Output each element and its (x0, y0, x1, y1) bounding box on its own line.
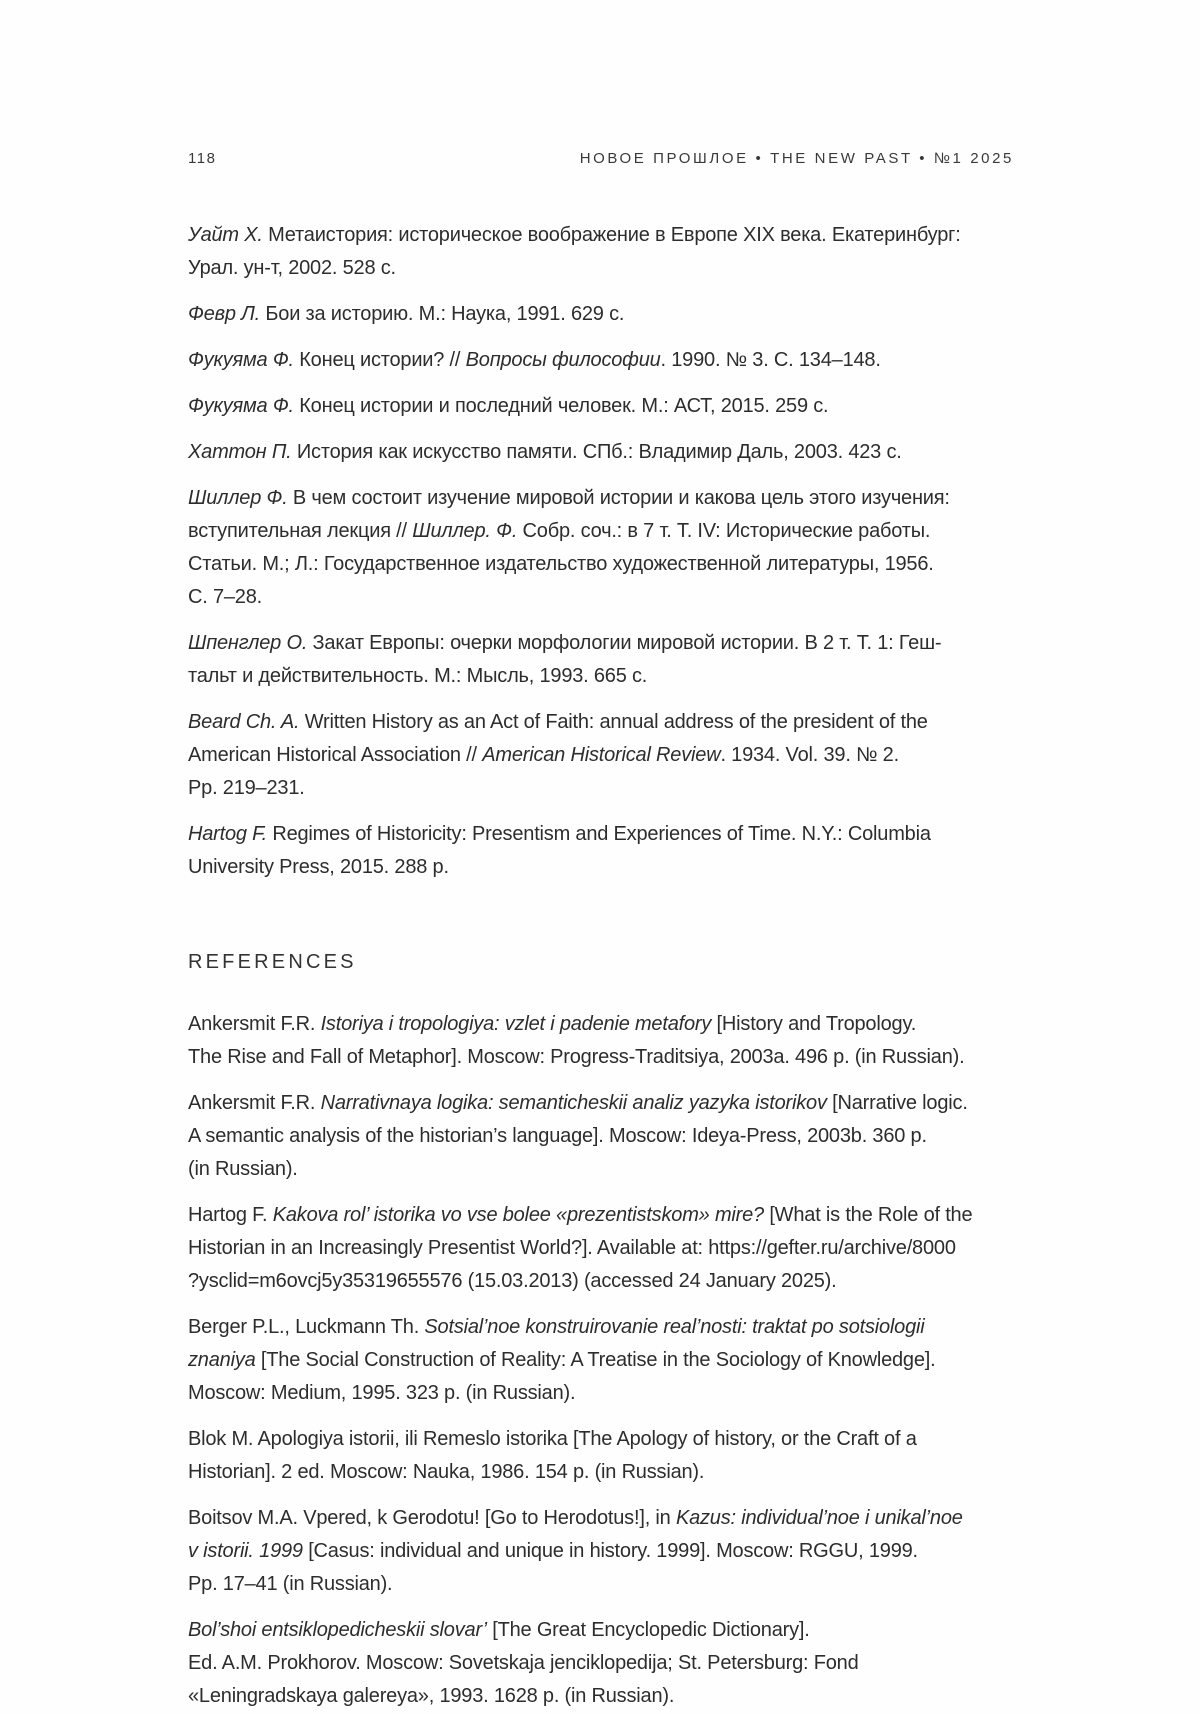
entry-italic-segment: Вопросы философии (465, 349, 661, 371)
reference-entry (188, 1502, 1118, 1601)
entry-italic-segment: Шпенглер О. (188, 632, 308, 654)
entry-italic-segment: Kakova rol’ istorika vo vse bolee «prezentistskom» mire? (272, 1204, 764, 1226)
bibliography-list (188, 219, 1118, 884)
entry-text-segment: История как искусство памяти. СПб.: Владимир Даль, 2003. 423 с. (291, 441, 902, 463)
entry-italic-segment: Hartog F. (188, 823, 267, 845)
entry-text-segment: [History and Tropology. The Rise and Fall of Metaphor]. Moscow: Progress-Traditsiya, 2003a. 496 p. (in Russian). (188, 1013, 965, 1068)
entry-text-segment: Regimes of Historicity: Presentism and Experiences of Time. N.Y.: Columbia University Press, 2015. 288 p. (188, 823, 931, 878)
reference-entry (188, 706, 1118, 805)
journal-title: НОВОЕ ПРОШЛОЕ • THE NEW PAST • №1 2025 (579, 150, 1014, 167)
entry-italic-segment: Хаттон П. (188, 441, 292, 463)
references-heading: REFERENCES (188, 951, 357, 973)
reference-entry (188, 1199, 1118, 1298)
reference-entry (188, 298, 1118, 331)
entry-text-segment: Собр. соч.: в 7 т. Т. IV: Исторические работы. Статьи. М.; Л.: Государственное издательство художественной литературы, 1956. С. 7–28. (188, 520, 934, 608)
entry-text-segment: [Narrative logic. A semantic analysis of the historian’s language]. Moscow: Ideya-Press, 2003b. 360 p. (in Russian). (188, 1092, 968, 1180)
running-header (188, 150, 1014, 167)
page-number: 118 (188, 150, 217, 167)
entry-text-segment: Blok M. Apologiya istorii, ili Remeslo istorika [The Apology of history, or the Craft of a Historian]. 2 ed. Moscow: Nauka, 1986. 154 p. (in Russian). (188, 1428, 917, 1483)
entry-text-segment: Berger P.L., Luckmann Th. (188, 1316, 425, 1338)
reference-entry (188, 436, 1118, 469)
entry-text-segment: Ankersmit F.R. (188, 1013, 321, 1035)
reference-entry (188, 1614, 1118, 1713)
entry-text-segment: . 1934. Vol. 39. № 2. Pp. 219–231. (188, 744, 899, 799)
entry-italic-segment: Bol’shoi entsiklopedicheskii slovar’ (188, 1619, 487, 1641)
reference-entry (188, 1087, 1118, 1186)
entry-text-segment: Written History as an Act of Faith: annual address of the president of the American Historical Association // (188, 711, 928, 766)
reference-entry (188, 1311, 1118, 1410)
entry-text-segment: Бои за историю. М.: Наука, 1991. 629 с. (260, 303, 625, 325)
entry-italic-segment: Kazus: individual’noe i unikal’noe v istorii. 1999 (188, 1507, 963, 1562)
entry-text-segment: [Casus: individual and unique in history. 1999]. Moscow: RGGU, 1999. Pp. 17–41 (in Russian). (188, 1540, 918, 1595)
entry-text-segment: Закат Европы: очерки морфологии мировой истории. В 2 т. Т. 1: Геш- тальт и действительность. М.: Мысль, 1993. 665 с. (188, 632, 942, 687)
entry-italic-segment: American Historical Review (482, 744, 721, 766)
entry-italic-segment: Шиллер Ф. (188, 487, 288, 509)
entry-italic-segment: Шиллер. Ф. (412, 520, 518, 542)
entry-text-segment: [The Social Construction of Reality: A Treatise in the Sociology of Knowledge]. Moscow: Medium, 1995. 323 p. (in Russian). (188, 1349, 936, 1404)
entry-text-segment: Ankersmit F.R. (188, 1092, 321, 1114)
entry-italic-segment: Уайт Х. (188, 224, 263, 246)
entry-text-segment: . 1990. № 3. С. 134–148. (660, 349, 881, 371)
entry-text-segment: Hartog F. (188, 1204, 273, 1226)
entry-text-segment: Метаистория: историческое воображение в Европе XIX века. Екатеринбург: Урал. ун-т, 2002. 528 с. (188, 224, 961, 279)
entry-text-segment: Конец истории и последний человек. М.: АСТ, 2015. 259 с. (293, 395, 829, 417)
reference-entry (188, 344, 1118, 377)
entry-italic-segment: Narrativnaya logika: semanticheskii analiz yazyka istorikov (320, 1092, 827, 1114)
reference-entry (188, 818, 1118, 884)
entry-text-segment: Boitsov M.A. Vpered, k Gerodotu! [Go to Herodotus!], in (188, 1507, 676, 1529)
references-list (188, 1008, 1118, 1713)
entry-text-segment: Конец истории? // (293, 349, 466, 371)
reference-entry (188, 1423, 1118, 1489)
entry-text-segment: [The Great Encyclopedic Dictionary]. Ed. A.M. Prokhorov. Moscow: Sovetskaja jenciklopedija; St. Petersburg: Fond «Leningradskaya galereya», 1993. 1628 p. (in Russian). (188, 1619, 859, 1707)
entry-italic-segment: Istoriya i tropologiya: vzlet i padenie metafory (320, 1013, 712, 1035)
entry-text-segment: [What is the Role of the Historian in an Increasingly Presentist World?]. Available at: https://gefter.ru/archive/8000 ?ysclid=m6ovcj5y35319655576 (15.03.2013) (accessed 24 January 2025). (188, 1204, 973, 1292)
reference-entry (188, 390, 1118, 423)
bibliography-content (188, 219, 1118, 1714)
entry-italic-segment: Sotsial’noe konstruirovanie real’nosti: traktat po sotsiologii znaniya (188, 1316, 925, 1371)
reference-entry (188, 482, 1118, 614)
reference-entry (188, 1008, 1118, 1074)
reference-entry (188, 627, 1118, 693)
entry-italic-segment: Фукуяма Ф. (188, 349, 294, 371)
entry-italic-segment: Февр Л. (188, 303, 261, 325)
entry-italic-segment: Фукуяма Ф. (188, 395, 294, 417)
reference-entry (188, 219, 1118, 285)
entry-italic-segment: Beard Ch. A. (188, 711, 300, 733)
entry-text-segment: В чем состоит изучение мировой истории и какова цель этого изучения: вступительная лекция // (188, 487, 950, 542)
